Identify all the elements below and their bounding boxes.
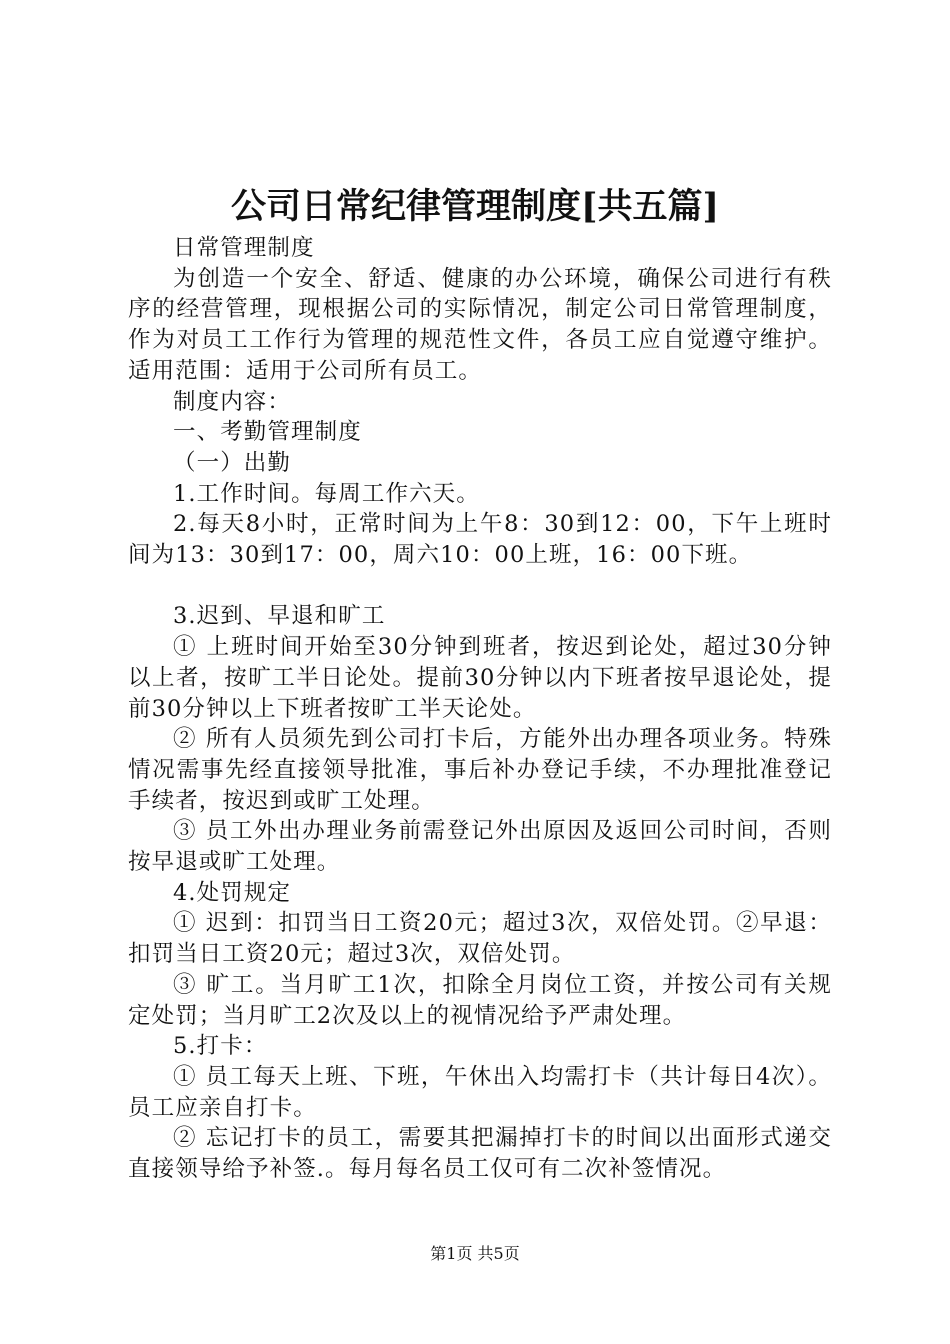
paragraph-heading-daily-rules: 日常管理制度 [173,235,315,261]
rule-late-1: ① 上班时间开始至30分钟到班者，按迟到论处，超过30分钟以上者，按旷工半日论处。提前30分钟以内下班者按早退论处，提前30分钟以上下班者按旷工半天论处。 [128,634,832,722]
rule-clock-1: ① 员工每天上班、下班，午休出入均需打卡（共计每日4次）。员工应亲自打卡。 [128,1063,832,1121]
rule-penalty-2: ③ 旷工。当月旷工1次，扣除全月岗位工资，并按公司有关规定处罚；当月旷工2次及以上的视情况给予严肃处理。 [128,971,832,1029]
document-body [128,233,832,1185]
item-penalties: 4.处罚规定 [173,879,292,906]
paragraph-intro: 为创造一个安全、舒适、健康的办公环境，确保公司进行有秩序的经营管理，现根据公司的实际情况，制定公司日常管理制度，作为对员工工作行为管理的规范性文件，各员工应自觉遵守维护。适用范围：适用于公司所有员工。 [128,265,832,384]
rule-late-3: ③ 员工外出办理业务前需登记外出原因及返回公司时间，否则按早退或旷工处理。 [128,818,832,876]
item-daily-hours: 2.每天8小时，正常时间为上午8：30到12：00，下午上班时间为13：30到17：00，周六10：00上班，16：00下班。 [128,511,832,569]
rule-late-2: ② 所有人员须先到公司打卡后，方能外出办理各项业务。特殊情况需事先经直接领导批准，事后补办登记手续，不办理批准登记手续者，按迟到或旷工处理。 [128,726,832,814]
item-clock-in: 5.打卡： [173,1033,268,1060]
rule-clock-2: ② 忘记打卡的员工，需要其把漏掉打卡的时间以出面形式递交直接领导给予补签.。每月每名员工仅可有二次补签情况。 [128,1125,832,1183]
section-heading-attendance: 一、考勤管理制度 [173,419,362,446]
paragraph-gap [128,571,832,602]
page-footer: 第1页 共5页 [430,1244,520,1263]
document-title: 公司日常纪律管理制度[共五篇] [230,186,720,227]
item-late-early-absent: 3.迟到、早退和旷工 [173,603,386,630]
item-work-time: 1.工作时间。每周工作六天。 [173,480,480,507]
rule-penalty-1: ① 迟到：扣罚当日工资20元；超过3次，双倍处罚。②早退：扣罚当日工资20元；超过3次，双倍处罚。 [128,910,832,968]
paragraph-content-label: 制度内容： [173,388,292,415]
subsection-heading-attendance: （一）出勤 [173,449,292,476]
